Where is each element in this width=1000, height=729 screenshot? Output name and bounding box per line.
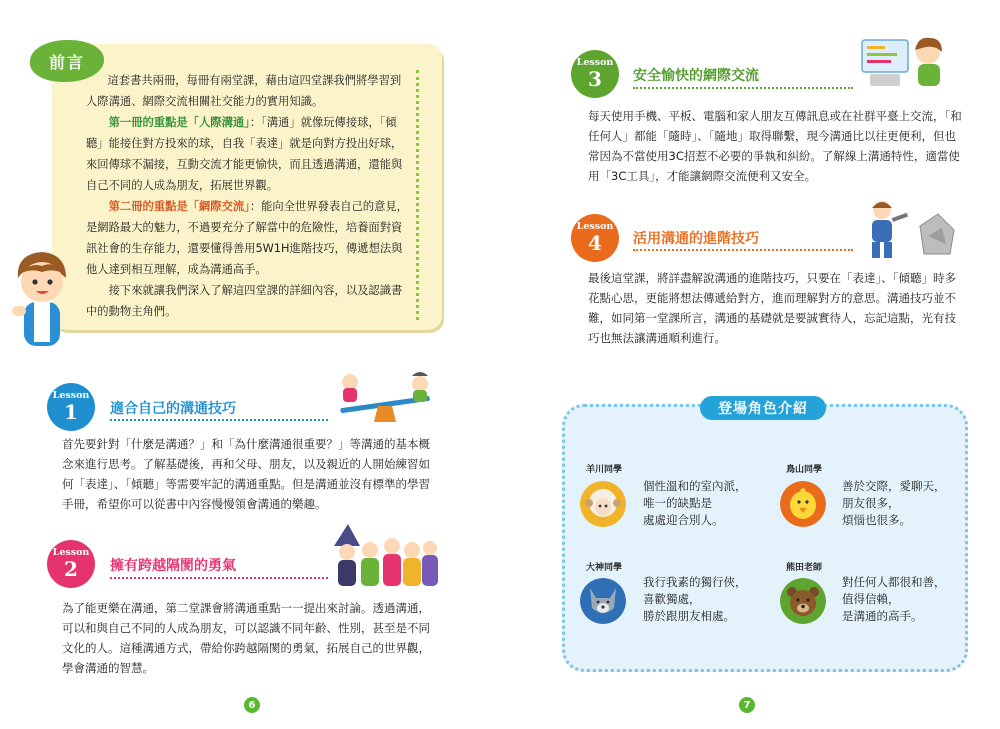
lesson-2-underline [110, 577, 328, 579]
wolf-avatar [580, 578, 626, 624]
page-number-right: 7 [739, 697, 755, 713]
lesson-2-badge: Lesson 2 [47, 540, 95, 588]
characters-panel [562, 404, 968, 672]
lesson-1-badge: Lesson 1 [47, 383, 95, 431]
bird-avatar [780, 481, 826, 527]
lesson-3-body: 每天使用手機、平板、電腦和家人朋友互傳訊息或在社群平臺上交流，「和任何人」都能「隨時」、「隨地」取得聯繫，現今溝通比以往更便利，但也常因為不當使用3C招惹不必要的爭執和糾紛。了解線上溝通特性，適當使用「3C工具」，才能讓網際交流便利又安全。 [588, 109, 962, 183]
lesson-4-underline [633, 249, 853, 251]
lesson-3-title: 安全愉快的網際交流 [633, 68, 759, 84]
seesaw-illustration [330, 368, 440, 424]
character-name-bird: 鳥山同學 [786, 465, 823, 475]
lesson-4-badge: Lesson 4 [571, 214, 619, 262]
sculptor-illustration [858, 196, 958, 260]
preface-tag: 前言 [30, 40, 104, 82]
character-desc-bear: 對任何人都很和善， 值得信賴， 是溝通的高手。 [842, 575, 946, 623]
preface-highlight-2: 第二冊的重點是「網際交流」 [108, 200, 250, 213]
character-name-bear: 熊田老師 [786, 563, 823, 573]
lesson-2-title: 擁有跨越隔閡的勇氣 [110, 558, 236, 574]
devices-illustration [858, 34, 954, 90]
character-desc-sheep: 個性溫和的室內派， 唯一的缺點是 處處迎合別人。 [643, 479, 747, 527]
lesson-1-underline [110, 419, 328, 421]
lesson-1-title: 適合自己的溝通技巧 [110, 401, 236, 417]
preface-paragraph-3: 第二冊的重點是「網際交流」：能向全世界發表自己的意見，是網路最大的魅力，不過要充分了解當中的危險性，培養面對資訊社會的生存能力，還要懂得善用5W1H進階技巧，傳遞想法與他人達到相互理解，成為溝通高手。 [86, 200, 408, 276]
lesson-1-body: 首先要針對「什麼是溝通？」和「為什麼溝通很重要？」等溝通的基本概念來進行思考。了解基礎後，再和父母、朋友，以及親近的人開始練習如何「表達」、「傾聽」等需要牢記的溝通重點。但是溝通並沒有標準的學習手冊，希望你可以從書中內容慢慢領會溝通的樂趣。 [62, 437, 430, 511]
preface-highlight-1: 第一冊的重點是「人際溝通」 [108, 116, 250, 129]
preface-paragraph-1: 這套書共兩冊，每冊有兩堂課，藉由這四堂課我們將學習到人際溝通、網際交流相關社交能力的實用知識。 [86, 74, 402, 108]
character-name-wolf: 大神同學 [586, 563, 623, 573]
character-desc-bird: 善於交際，愛聊天， 朋友很多， 煩惱也很多。 [842, 479, 946, 527]
characters-title: 登場角色介紹 [700, 396, 826, 420]
sheep-avatar [580, 481, 626, 527]
character-name-sheep: 羊川同學 [586, 465, 623, 475]
bear-avatar [780, 578, 826, 624]
lesson-3-underline [633, 87, 853, 89]
boy-illustration [10, 248, 74, 352]
page-number-left: 6 [244, 697, 260, 713]
crowd-illustration [328, 522, 440, 588]
preface-paragraph-4: 接下來就讓我們深入了解這四堂課的詳細內容，以及認識書中的動物主角們。 [86, 284, 403, 318]
lesson-4-title: 活用溝通的進階技巧 [633, 231, 759, 247]
lesson-2-body: 為了能更樂在溝通，第二堂課會將溝通重點一一提出來討論。透過溝通，可以和與自己不同的人成為朋友，可以認識不同年齡、性別，甚至是不同文化的人。這種溝通方式，帶給你跨越隔閡的勇氣，拓展自己的世界觀，學會溝通的智慧。 [62, 601, 430, 675]
lesson-4-body: 最後這堂課，將詳盡解說溝通的進階技巧，只要在「表達」、「傾聽」時多花點心思，更能將想法傳遞給對方，進而理解對方的意思。溝通技巧並不難，如同第一堂課所言，溝通的基礎就是要誠實待人，忘記這點，光有技巧也無法讓溝通順利進行。 [588, 271, 956, 345]
lesson-3-badge: Lesson 3 [571, 50, 619, 98]
preface-paragraph-2: 第一冊的重點是「人際溝通」：「溝通」就像玩傳接球，「傾聽」能接住對方投來的球，自我「表達」就是向對方投出好球，來回傳球不漏接，互動交流才能更愉快，而且透過溝通，還能與自己不同的人成為朋友，拓展世界觀。 [86, 116, 403, 192]
character-desc-wolf: 我行我素的獨行俠， 喜歡獨處， 勝於跟朋友相處。 [643, 575, 747, 623]
preface-text [86, 70, 410, 322]
preface-dotted-border [416, 70, 419, 320]
